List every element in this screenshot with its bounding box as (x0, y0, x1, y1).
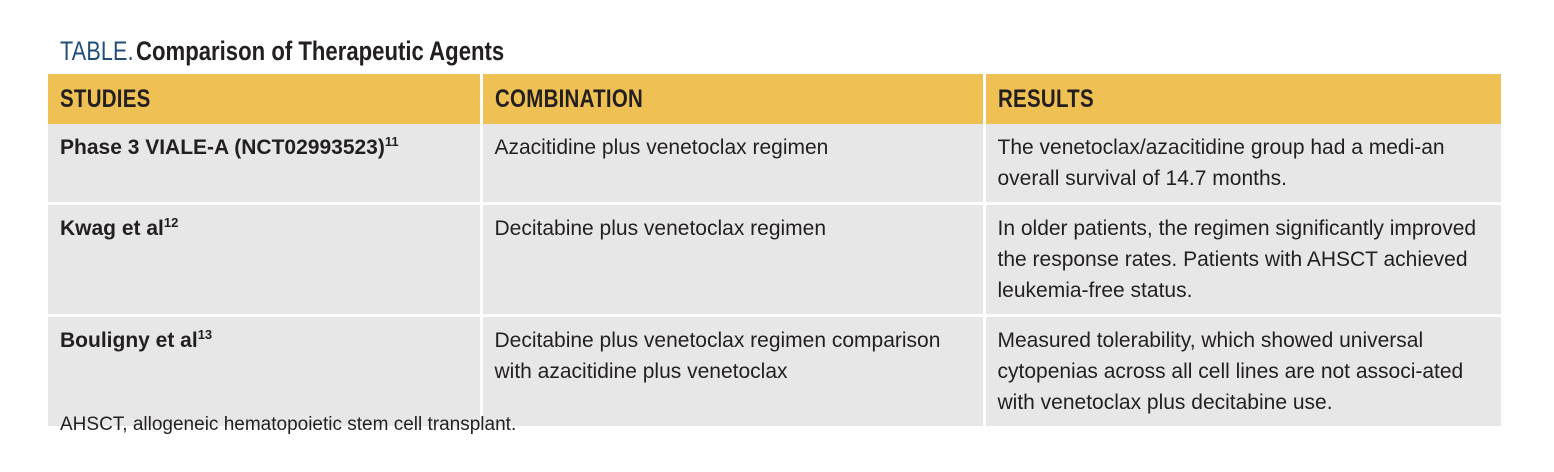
cell-study (48, 316, 481, 427)
study-name: Kwag et al (60, 217, 164, 240)
cell-combination: Decitabine plus venetoclax regimen (481, 204, 984, 316)
table-row (48, 316, 1501, 427)
cell-combination: Azacitidine plus venetoclax regimen (481, 124, 984, 204)
cell-study (48, 204, 481, 316)
table-row (48, 124, 1501, 204)
table-footnote: AHSCT, allogeneic hematopoietic stem cell transplant. (60, 414, 517, 435)
comparison-table (48, 74, 1501, 426)
study-name: Bouligny et al (60, 329, 198, 352)
cell-results: Measured tolerability, which showed universal cytopenias across all cell lines are not associ-ated with venetoclax plus decitabine use. (984, 316, 1501, 427)
table-caption: Comparison of Therapeutic Agents (136, 36, 505, 66)
table-row (48, 204, 1501, 316)
cell-study (48, 124, 481, 204)
reference-number: 13 (197, 327, 213, 342)
column-header-combination: COMBINATION (481, 74, 984, 124)
table-title (60, 36, 585, 70)
reference-number: 12 (163, 215, 179, 230)
cell-combination: Decitabine plus venetoclax regimen comparison with azacitidine plus venetoclax (481, 316, 984, 427)
reference-number: 11 (384, 134, 399, 149)
cell-results: The venetoclax/azacitidine group had a medi-an overall survival of 14.7 months. (984, 124, 1501, 204)
table-header-row (48, 74, 1501, 124)
study-name: Phase 3 VIALE-A (NCT02993523) (60, 136, 385, 159)
column-header-studies: STUDIES (48, 74, 481, 124)
table-label: TABLE. (60, 36, 134, 66)
column-header-results: RESULTS (984, 74, 1501, 124)
cell-results: In older patients, the regimen significantly improved the response rates. Patients with AHSCT achieved leukemia-free status. (984, 204, 1501, 316)
